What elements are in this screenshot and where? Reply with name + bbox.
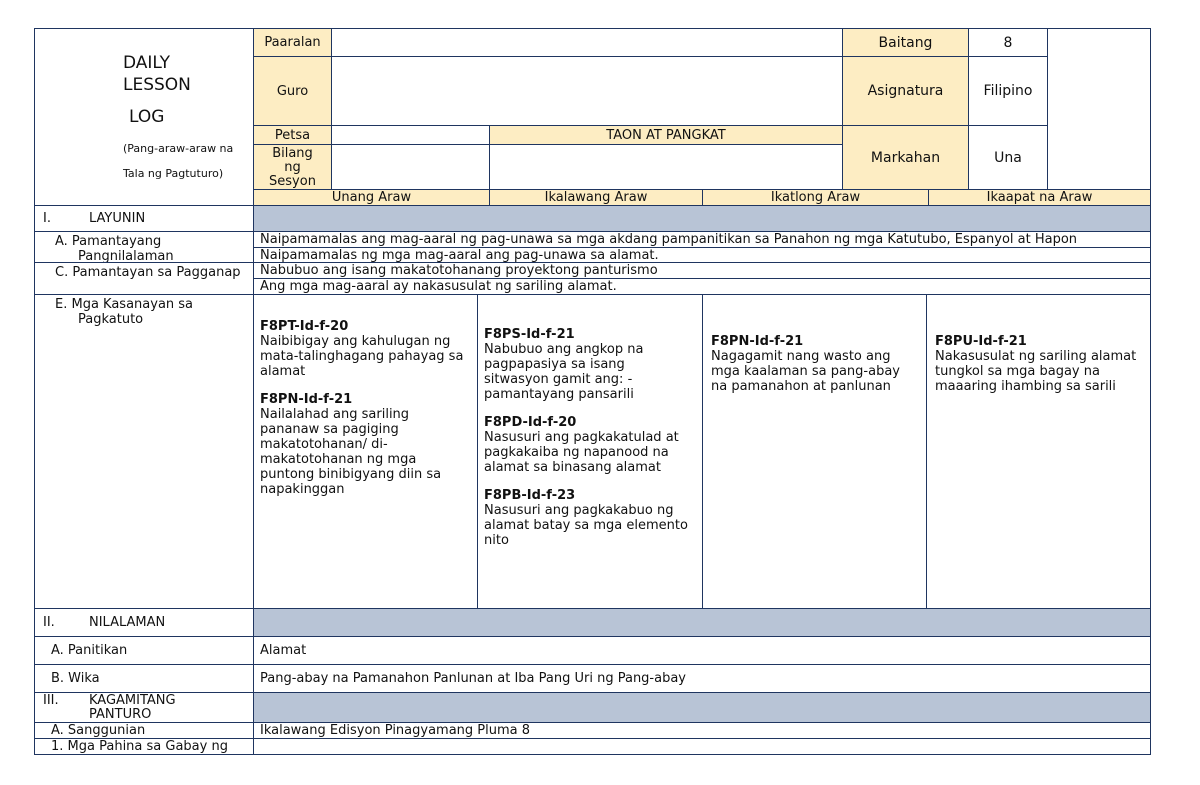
day-header-2: Ikalawang Araw bbox=[489, 189, 703, 206]
competency-text: Nabubuo ang angkop na pagpapasiya sa isang sitwasyon gamit ang: -pamantayang pansarili bbox=[484, 342, 644, 402]
gabay-pahina-label: 1. Mga Pahina sa Gabay ng bbox=[34, 738, 254, 755]
competency-text: Nakasusulat ng sariling alamat tungkol sa mga bagay na maaaring ihambing sa sarili bbox=[935, 349, 1137, 394]
markahan-label: Markahan bbox=[842, 125, 969, 190]
section-layunin-title: LAYUNIN bbox=[89, 211, 146, 226]
section-layunin-bar bbox=[253, 205, 1151, 232]
competency-item bbox=[260, 319, 467, 379]
competency-text: Nasusuri ang pagkakabuo ng alamat batay sa mga elemento nito bbox=[484, 503, 688, 548]
kasanayan-day1-cell bbox=[253, 294, 478, 609]
title-line-2: LESSON bbox=[123, 75, 191, 95]
bilang-ng-sesyon-label bbox=[253, 144, 332, 190]
competency-item bbox=[935, 334, 1140, 394]
bilang-line-1: Bilang bbox=[272, 146, 313, 161]
sanggunian-label: A. Sanggunian bbox=[34, 722, 254, 739]
pagganap-value-1: Nabubuo ang isang makatotohanang proyektong panturismo bbox=[253, 262, 1151, 279]
competency-code: F8PS-Id-f-21 bbox=[484, 327, 575, 342]
guro-field[interactable] bbox=[331, 56, 843, 126]
gabay-pahina-value[interactable] bbox=[253, 738, 1151, 755]
kasanayan-label-line-2: Pagkatuto bbox=[78, 312, 144, 327]
kasanayan-day4-cell bbox=[926, 294, 1151, 609]
day-header-4: Ikaapat na Araw bbox=[928, 189, 1151, 206]
kasanayan-day3-cell bbox=[702, 294, 927, 609]
pamantayang-pangnilalaman-label bbox=[34, 231, 254, 263]
pamantayang-label-line-2: Pangnilalaman bbox=[78, 249, 174, 264]
subtitle-line-1: (Pang-araw-araw na bbox=[123, 142, 234, 155]
kagamitan-title-line-1: KAGAMITANG bbox=[89, 693, 176, 708]
pamantayang-value-2: Naipamamalas ng mga mag-aaral ang pag-unawa sa alamat. bbox=[253, 247, 1151, 263]
competency-text: Nasusuri ang pagkakatulad at pagkakaiba ng napanood na alamat sa binasang alamat bbox=[484, 430, 679, 475]
bilang-field[interactable] bbox=[331, 144, 490, 190]
competency-item bbox=[260, 392, 467, 497]
petsa-field[interactable] bbox=[331, 125, 490, 145]
subtitle-line-2: Tala ng Pagtuturo) bbox=[123, 167, 224, 180]
asignatura-value[interactable]: Filipino bbox=[968, 56, 1048, 126]
section-kagamitan-bar bbox=[253, 692, 1151, 723]
title-line-1: DAILY bbox=[123, 53, 171, 73]
competency-item bbox=[484, 415, 692, 475]
markahan-value[interactable]: Una bbox=[968, 125, 1048, 190]
day-header-3: Ikatlong Araw bbox=[702, 189, 929, 206]
bilang-line-3: Sesyon bbox=[269, 174, 316, 189]
bilang-line-2: ng bbox=[284, 160, 301, 175]
kasanayan-day2-cell bbox=[477, 294, 703, 609]
day-header-1: Unang Araw bbox=[253, 189, 490, 206]
section-kagamitan-label bbox=[34, 692, 254, 723]
section-layunin-label bbox=[34, 205, 254, 232]
section-nilalaman-title: NILALAMAN bbox=[89, 615, 166, 630]
title-block bbox=[123, 52, 251, 185]
pagganap-value-2: Ang mga mag-aaral ay nakasusulat ng sariling alamat. bbox=[253, 278, 1151, 295]
competency-code: F8PN-Id-f-21 bbox=[260, 392, 353, 407]
pamantayan-sa-pagganap-label: C. Pamantayan sa Pagganap bbox=[34, 262, 254, 295]
guro-label: Guro bbox=[253, 56, 332, 126]
sanggunian-value: Ikalawang Edisyon Pinagyamang Pluma 8 bbox=[253, 722, 1151, 739]
pamantayang-value-1: Naipamamalas ang mag-aaral ng pag-unawa sa mga akdang pampanitikan sa Panahon ng mga Katutubo, Espanyol at Hapon bbox=[253, 231, 1151, 248]
competency-item bbox=[484, 488, 692, 548]
section-nilalaman-label bbox=[34, 608, 254, 637]
baitang-label: Baitang bbox=[842, 28, 969, 57]
wika-label: B. Wika bbox=[34, 664, 254, 693]
competency-code: F8PN-Id-f-21 bbox=[711, 334, 804, 349]
competency-text: Nagagamit nang wasto ang mga kaalaman sa pang-abay na pamanahon at panlunan bbox=[711, 349, 900, 394]
competency-text: Nailalahad ang sariling pananaw sa pagiging makatotohanan/ di-makatotohanan ng mga puntong binibigyang diin sa napakinggan bbox=[260, 407, 442, 497]
pamantayang-label-line-1: A. Pamantayang bbox=[55, 234, 162, 249]
section-nilalaman-num: II. bbox=[43, 615, 55, 630]
taon-field[interactable] bbox=[489, 144, 843, 190]
kasanayan-label bbox=[34, 294, 254, 609]
competency-code: F8PD-Id-f-20 bbox=[484, 415, 577, 430]
panitikan-value: Alamat bbox=[253, 636, 1151, 665]
asignatura-label: Asignatura bbox=[842, 56, 969, 126]
competency-code: F8PU-Id-f-21 bbox=[935, 334, 1027, 349]
wika-value: Pang-abay na Pamanahon Panlunan at Iba Pang Uri ng Pang-abay bbox=[253, 664, 1151, 693]
title-line-3: LOG bbox=[129, 107, 165, 127]
section-layunin-num: I. bbox=[43, 211, 51, 226]
competency-item bbox=[484, 327, 692, 402]
competency-code: F8PT-Id-f-20 bbox=[260, 319, 349, 334]
competency-code: F8PB-Id-f-23 bbox=[484, 488, 576, 503]
paaralan-label: Paaralan bbox=[253, 28, 332, 57]
section-nilalaman-bar bbox=[253, 608, 1151, 637]
competency-text: Naibibigay ang kahulugan ng mata-talinghagang pahayag sa alamat bbox=[260, 334, 464, 379]
section-kagamitan-title bbox=[89, 694, 176, 722]
paaralan-field[interactable] bbox=[331, 28, 843, 57]
competency-item bbox=[711, 334, 916, 394]
taon-at-pangkat-label: TAON AT PANGKAT bbox=[489, 125, 843, 145]
kasanayan-label-line-1: E. Mga Kasanayan sa bbox=[55, 297, 194, 312]
kagamitan-title-line-2: PANTURO bbox=[89, 707, 152, 722]
baitang-value[interactable]: 8 bbox=[968, 28, 1048, 57]
petsa-label: Petsa bbox=[253, 125, 332, 145]
section-kagamitan-num: III. bbox=[43, 693, 59, 708]
panitikan-label: A. Panitikan bbox=[34, 636, 254, 665]
